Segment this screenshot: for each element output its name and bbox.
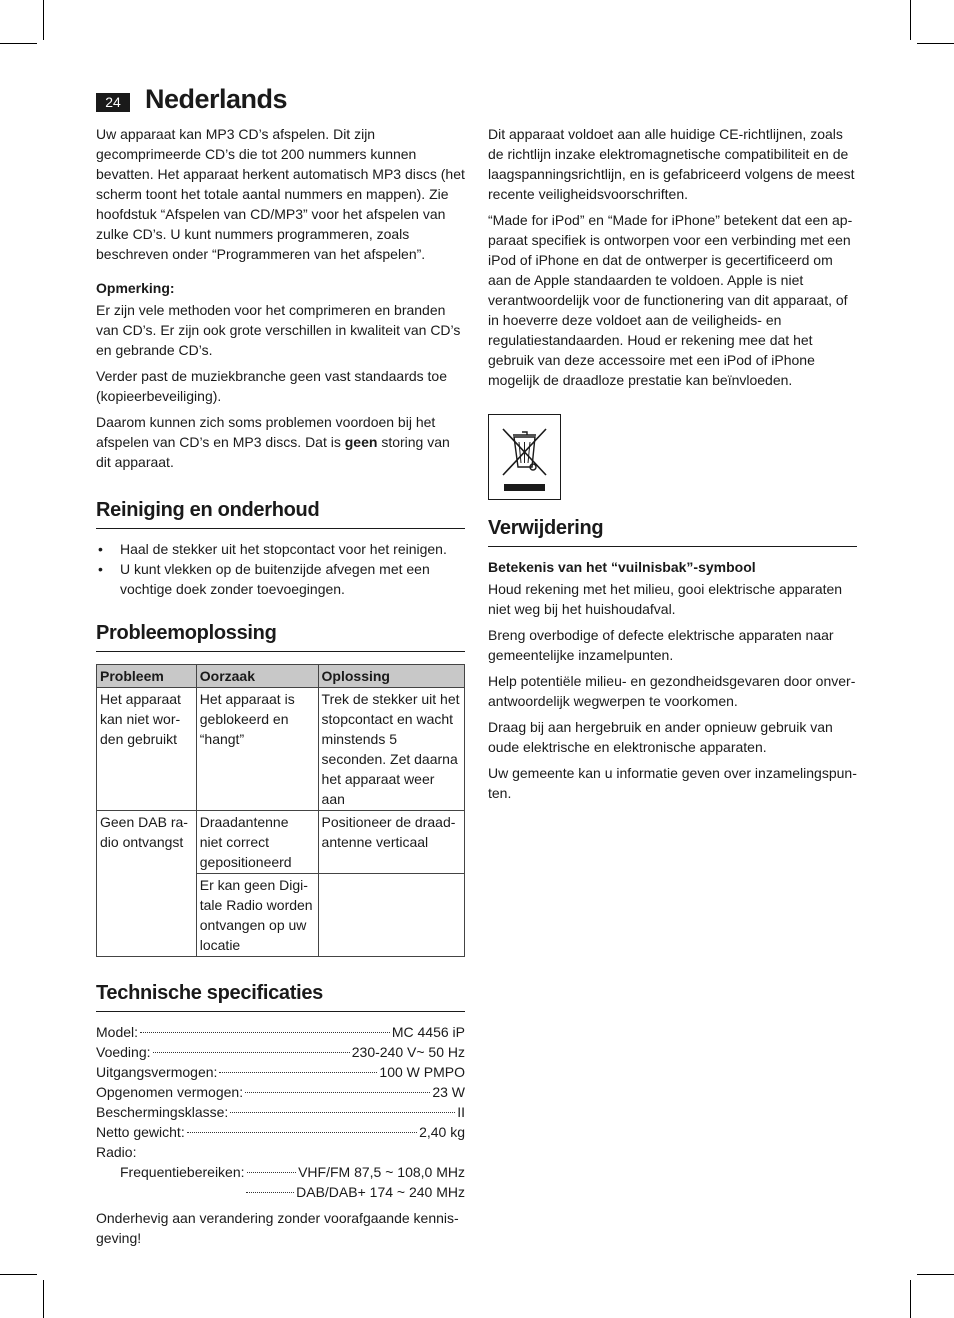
- spec-label: Opgenomen vermogen:: [96, 1084, 244, 1100]
- spec-row: [96, 1042, 465, 1062]
- leader-dots: [246, 1192, 294, 1193]
- troubleshooting-table: [96, 664, 465, 957]
- crop-mark: [917, 43, 954, 44]
- column-header: Oorzaak: [196, 665, 318, 688]
- table-header-row: [97, 665, 465, 688]
- table-cell: Draadantenne niet correct gepositioneerd: [196, 811, 318, 874]
- spec-value: 100 W PMPO: [379, 1064, 465, 1080]
- compliance-paragraph: Dit apparaat voldoet aan alle huidige CE-richtlijnen, zoals de richtlijn inzake elektromagnetische compatibiliteit en de laagspanningsrichtlijn, en is gefabriceerd volgens de meest recente veiligheidsvoorschriften.: [488, 126, 855, 202]
- note-paragraph: [96, 412, 465, 472]
- spec-value: II: [457, 1104, 465, 1120]
- spec-row: [96, 1082, 465, 1102]
- section-heading-specs: Technische specificaties: [96, 981, 465, 1012]
- disposal-paragraph: Help potentiële milieu- en gezondheidsgevaren door onverantwoordelijk wegwerpen te voorkomen.: [488, 673, 856, 709]
- note-paragraph: Verder past de muziekbranche geen vast standaards toe (kopieerbeveiliging).: [96, 368, 447, 404]
- spec-row: [96, 1022, 465, 1042]
- leader-dots: [153, 1052, 350, 1053]
- text-span: storing van dit apparaat.: [96, 434, 450, 470]
- disposal-paragraph: Uw gemeente kan u informatie geven over inzamelingspunten.: [488, 765, 857, 801]
- text-span: Daarom kunnen zich soms problemen voordoen bij het afspelen van CD’s en MP3 discs. Dat is: [96, 414, 436, 450]
- leader-dots: [140, 1032, 390, 1033]
- table-cell: Het apparaat kan niet worden gebruikt: [97, 688, 197, 811]
- table-cell: Geen DAB radio ontvangst: [97, 811, 197, 957]
- compliance-paragraph: “Made for iPod” en “Made for iPhone” betekent dat een apparaat specifiek is ontworpen voor een verbinding met een iPod of iPhone en dat de ontwerper is gecertificeerd om aan de Apple standaarden te voldoen. Apple is niet verantwoordelijk voor de functionering van dit apparaat, of in hoeverre deze voldoet aan de veiligheids- en regulatiestandaarden. Houd er rekening mee dat het gebruik van deze accessoire met een iPod of iPhone mogelijk de draadloze prestatie kan beïnvloeden.: [488, 212, 853, 388]
- spec-label: Beschermingsklasse:: [96, 1104, 229, 1120]
- crossed-out-wheelie-bin-icon: [488, 414, 561, 500]
- emphasis: geen: [344, 434, 378, 450]
- page-title: Nederlands: [145, 84, 288, 114]
- disposal-paragraph: Houd rekening met het milieu, gooi elektrische apparaten niet weg bij het huishoudafval.: [488, 581, 843, 617]
- list-item: • Haal de stekker uit het stopcontact voor het reinigen.: [96, 539, 465, 559]
- crop-mark: [0, 1274, 37, 1275]
- spec-row: [96, 1122, 465, 1142]
- crop-mark: [43, 0, 44, 40]
- table-row: [97, 811, 465, 874]
- spec-value: VHF/FM 87,5 ~ 108,0 MHz: [298, 1164, 465, 1180]
- crop-mark: [910, 1280, 911, 1318]
- spec-radio-label: Radio:: [96, 1144, 137, 1160]
- specs-footnote: Onderhevig aan verandering zonder voorafgaande kennisgeving!: [96, 1210, 459, 1246]
- crop-mark: [0, 43, 37, 44]
- left-column: [96, 124, 465, 1254]
- spec-value: MC 4456 iP: [391, 1024, 465, 1040]
- section-heading-cleaning: Reiniging en onderhoud: [96, 498, 465, 529]
- spec-value: 230-240 V~ 50 Hz: [351, 1044, 465, 1060]
- leader-dots: [187, 1132, 417, 1133]
- spec-value: 23 W: [432, 1084, 465, 1100]
- crop-mark: [43, 1280, 44, 1318]
- column-header: Oplossing: [318, 665, 464, 688]
- table-cell: Positioneer de draadantenne verticaal: [318, 811, 464, 874]
- table-cell: Er kan geen Digitale Radio worden ontvangen op uw locatie: [196, 874, 318, 957]
- right-column: [488, 124, 857, 809]
- section-heading-disposal: Verwijdering: [488, 516, 857, 547]
- spec-value: DAB/DAB+ 174 ~ 240 MHz: [296, 1184, 465, 1200]
- column-header: Probleem: [97, 665, 197, 688]
- disposal-subheading: Betekenis van het “vuilnisbak”-symbool: [488, 559, 756, 575]
- table-cell: [318, 874, 464, 957]
- cleaning-list: [96, 539, 465, 599]
- spec-label: Model:: [96, 1024, 139, 1040]
- leader-dots: [245, 1092, 430, 1093]
- spec-label: Uitgangsvermogen:: [96, 1064, 218, 1080]
- disposal-paragraph: Draag bij aan hergebruik en ander opnieuw gebruik van oude elektrische en elektronische apparaten.: [488, 719, 833, 755]
- note-heading: Opmerking:: [96, 280, 175, 296]
- table-row: [97, 688, 465, 811]
- table-cell: Trek de stekker uit het stopcontact en wacht minstends 5 seconden. Zet daarna het apparaat weer aan: [318, 688, 464, 811]
- bin-symbol-graphic: [489, 415, 560, 499]
- spec-label: Voeding:: [96, 1044, 151, 1060]
- spec-row: [96, 1162, 465, 1182]
- crop-mark: [917, 1274, 954, 1275]
- leader-dots: [247, 1172, 297, 1173]
- leader-dots: [230, 1112, 455, 1113]
- spec-row: [96, 1182, 465, 1202]
- spec-row: [96, 1062, 465, 1082]
- page-number: 24: [96, 93, 130, 112]
- leader-dots: [219, 1072, 377, 1073]
- crop-mark: [910, 0, 911, 40]
- list-item: • U kunt vlekken op de buitenzijde afvegen met een vochtige doek zonder toevoegingen.: [96, 559, 465, 599]
- note-paragraph: Er zijn vele methoden voor het comprimeren en branden van CD’s. Er zijn ook grote verschillen in kwaliteit van CD’s en gebrande CD’s.: [96, 302, 461, 358]
- section-heading-troubleshooting: Probleemoplossing: [96, 621, 465, 652]
- spec-label: Frequentiebereiken:: [120, 1164, 245, 1180]
- specs-list: [96, 1022, 465, 1202]
- table-cell: Het apparaat is geblokeerd en “hangt”: [196, 688, 318, 811]
- spec-label: Netto gewicht:: [96, 1124, 185, 1140]
- intro-paragraph: Uw apparaat kan MP3 CD’s afspelen. Dit zijn gecomprimeerde CD’s die tot 200 nummers kunnen bevatten. Het apparaat herkent automatisch MP3 discs (het scherm toont het totale aantal nummers en mappen). Zie hoofdstuk “Afspelen van CD/MP3” voor het afspelen van zulke CD’s. U kunt nummers programmeren, zoals beschreven onder “Programmeren van het afspelen”.: [96, 126, 465, 262]
- disposal-paragraph: Breng overbodige of defecte elektrische apparaten naar gemeentelijke inzamelpunten.: [488, 627, 834, 663]
- spec-row: [96, 1102, 465, 1122]
- spec-value: 2,40 kg: [419, 1124, 465, 1140]
